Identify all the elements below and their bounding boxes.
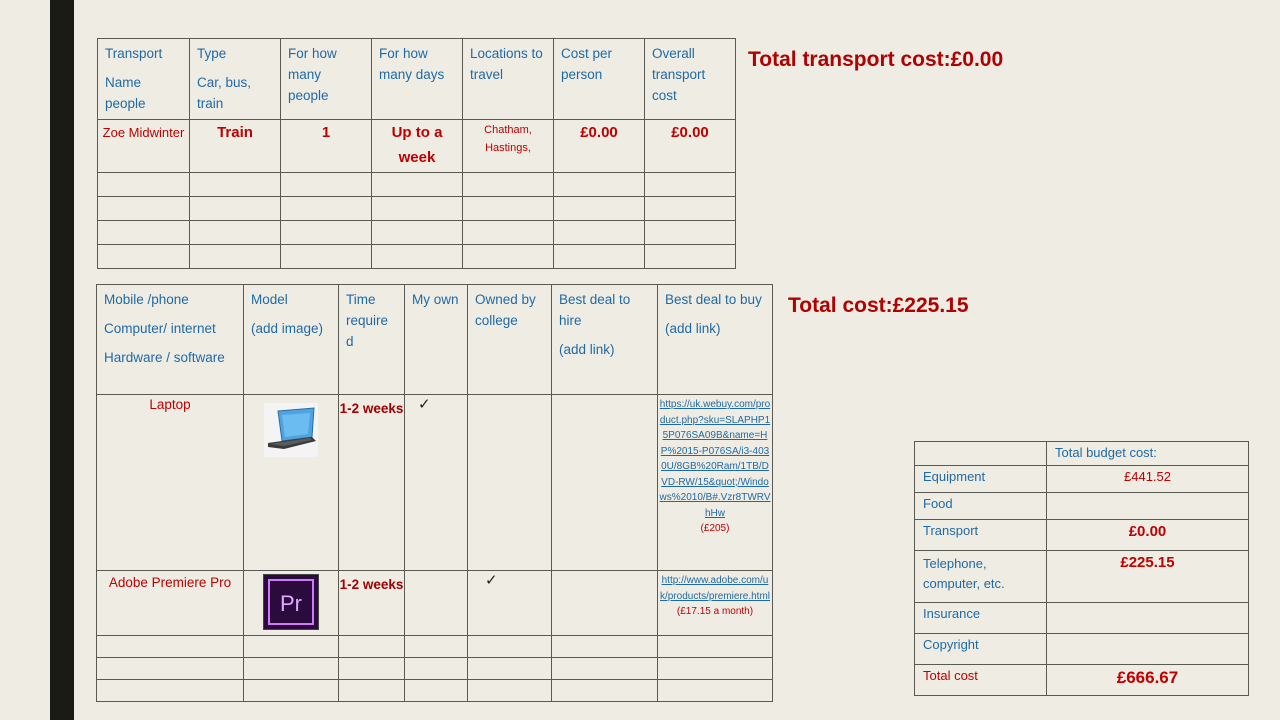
cell-locations: Chatham, Hastings, [463, 120, 554, 173]
header-item: Mobile /phone Computer/ internet Hardware / software [97, 285, 244, 395]
header-cost-per-person: Cost per person [554, 39, 645, 120]
table-row [97, 636, 773, 658]
budget-value-copyright [1047, 634, 1249, 665]
cell-days: Up to a week [372, 120, 463, 173]
header-hire: Best deal to hire (add link) [552, 285, 658, 395]
header-locations: Locations to travel [463, 39, 554, 120]
budget-title: Total budget cost: [1047, 442, 1249, 466]
cell-cost-per-person: £0.00 [554, 120, 645, 173]
cell-people: 1 [281, 120, 372, 173]
cell-overall: £0.00 [645, 120, 736, 173]
budget-table [914, 441, 1249, 696]
laptop-buy-note: (£205) [700, 523, 730, 534]
equipment-table [96, 284, 773, 702]
transport-table [97, 38, 736, 269]
budget-value-transport: £0.00 [1047, 520, 1249, 551]
laptop-college [468, 395, 552, 571]
premiere-pro-logo-text: Pr [280, 591, 302, 616]
budget-value-insurance [1047, 603, 1249, 634]
budget-label-transport: Transport [915, 520, 1047, 551]
budget-label-food: Food [915, 493, 1047, 520]
item-premiere: Adobe Premiere Pro [97, 571, 244, 636]
budget-value-equipment: £441.52 [1047, 466, 1249, 493]
cell-type: Train [190, 120, 281, 173]
header-model: Model (add image) [244, 285, 339, 395]
premiere-pro-logo [263, 574, 319, 630]
laptop-my-own-check-icon: ✓ [405, 395, 468, 571]
premiere-hire [552, 571, 658, 636]
transport-total-title: Total transport cost:£0.00 [748, 48, 1004, 71]
budget-label-copyright: Copyright [915, 634, 1047, 665]
left-accent-bar [50, 0, 74, 720]
overall-total-title: Total cost:£225.15 [788, 294, 969, 317]
header-days: For how many days [372, 39, 463, 120]
laptop-time: 1-2 weeks [339, 395, 405, 571]
budget-label-insurance: Insurance [915, 603, 1047, 634]
budget-label-equipment: Equipment [915, 466, 1047, 493]
header-college: Owned by college [468, 285, 552, 395]
table-row [98, 221, 736, 245]
header-people: For how many people [281, 39, 372, 120]
table-row [97, 680, 773, 702]
header-my-own: My own [405, 285, 468, 395]
premiere-my-own [405, 571, 468, 636]
item-laptop: Laptop [97, 395, 244, 571]
budget-value-total: £666.67 [1047, 665, 1249, 696]
header-overall-cost: Overall transport cost [645, 39, 736, 120]
budget-label-telephone: Telephone, computer, etc. [915, 551, 1047, 603]
premiere-buy-note: (£17.15 a month) [676, 606, 754, 617]
table-row [98, 173, 736, 197]
table-row [97, 658, 773, 680]
premiere-time: 1-2 weeks [339, 571, 405, 636]
budget-value-food [1047, 493, 1249, 520]
budget-value-telephone: £225.15 [1047, 551, 1249, 603]
laptop-buy-link[interactable]: https://uk.webuy.com/product.php?sku=SLAPHP15P076SA09B&name=HP%2015-P076SA/i3-4030U/8GB%20Ram/1TB/DVD-RW/15&quot;/Windows%2010/B#.Vzr8TWRVhHw [659, 399, 771, 519]
header-type: Type Car, bus, train [190, 39, 281, 120]
laptop-image [264, 403, 318, 457]
cell-name: Zoe Midwinter [98, 120, 190, 173]
table-row [98, 197, 736, 221]
budget-label-total: Total cost [915, 665, 1047, 696]
header-transport-name: Transport Name people [98, 39, 190, 120]
table-row [98, 245, 736, 269]
premiere-college-check-icon: ✓ [468, 571, 552, 636]
header-buy: Best deal to buy (add link) [658, 285, 773, 395]
laptop-hire [552, 395, 658, 571]
premiere-buy-link[interactable]: http://www.adobe.com/uk/products/premiere.html [659, 575, 771, 602]
table-row [97, 571, 773, 636]
table-row [97, 395, 773, 571]
header-time: Time require d [339, 285, 405, 395]
